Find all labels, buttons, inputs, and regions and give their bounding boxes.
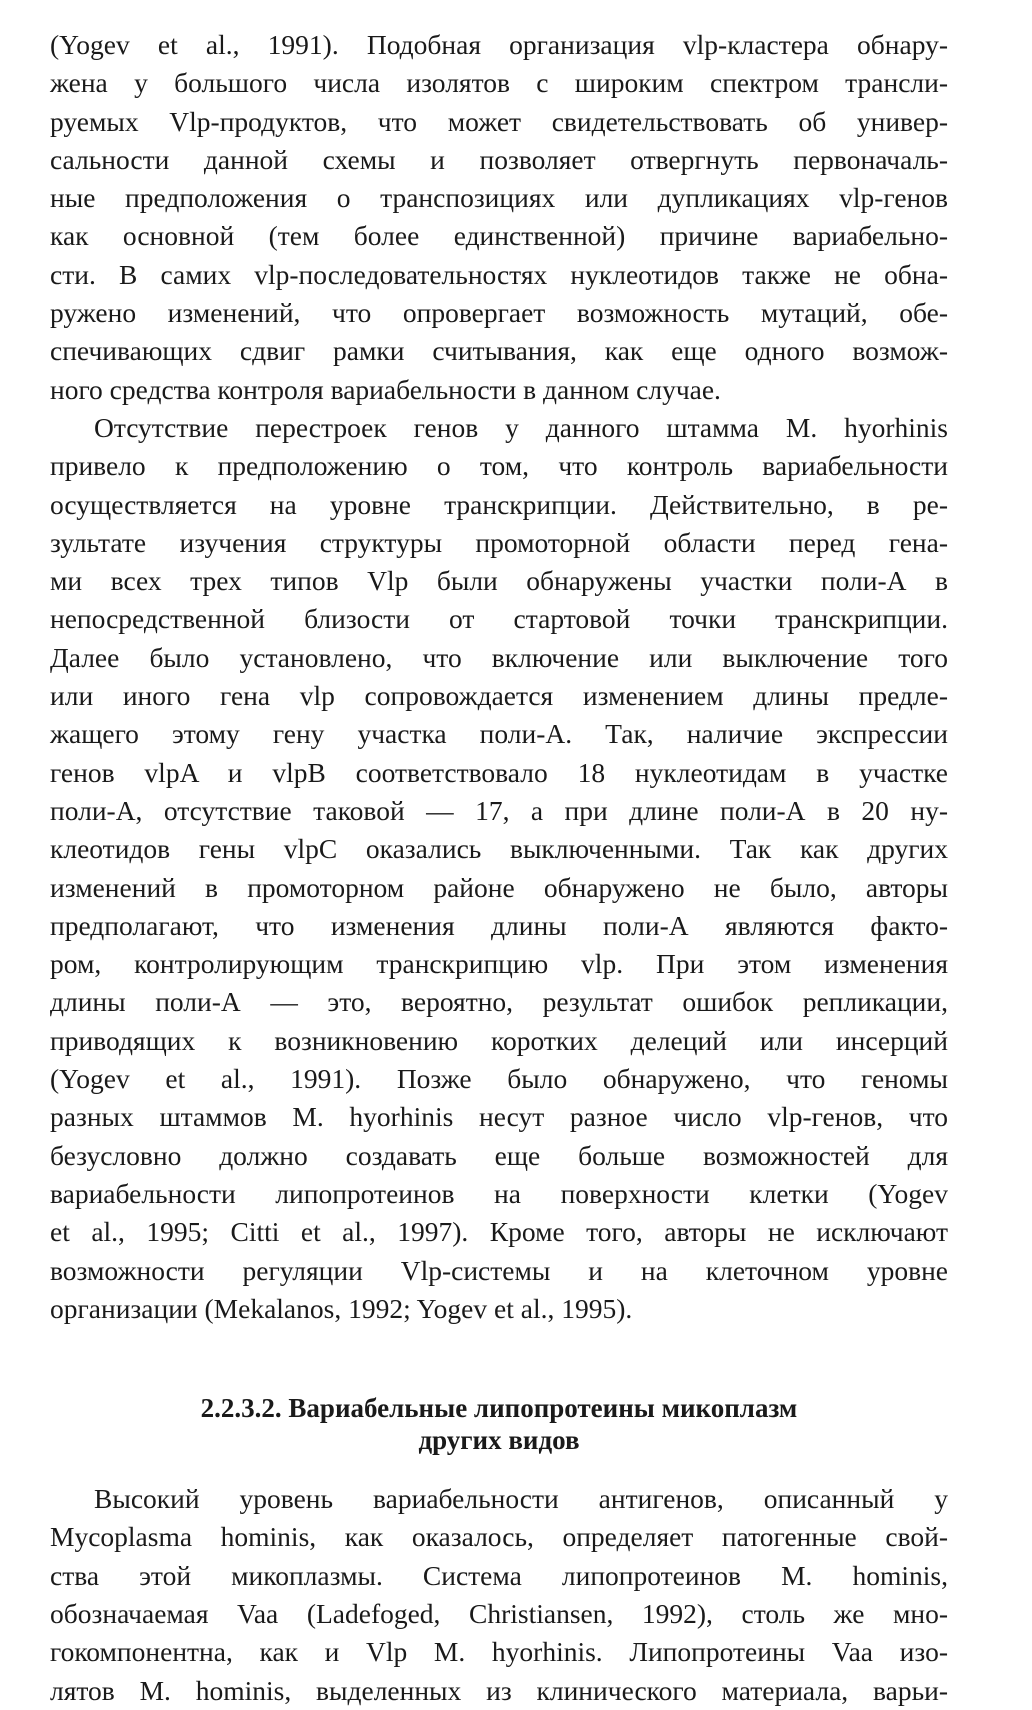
- text-line: разных штаммов M. hyorhinis несут разное число vlp-генов, что: [50, 1101, 948, 1133]
- text-line: (Yogev et al., 1991). Подобная организация vlp-кластера обнару-: [50, 29, 948, 60]
- text-line: Высокий уровень вариабельности антигенов, описанный у: [94, 1483, 948, 1515]
- text-line: Далее было установлено, что включение или выключение того: [50, 641, 948, 673]
- text-line: организации (Mekalanos, 1992; Yogev et al., 1995).: [50, 1292, 633, 1324]
- text-line: ства этой микоплазмы. Система липопротеинов M. hominis,: [50, 1559, 948, 1591]
- text-line: осуществляется на уровне транскрипции. Действительно, в ре-: [50, 488, 948, 520]
- text-line: et al., 1995; Citti et al., 1997). Кроме того, авторы не исключают: [50, 1216, 948, 1248]
- text-line: ми всех трех типов Vlp были обнаружены участки поли-А в: [50, 565, 948, 597]
- text-line: гокомпонентна, как и Vlp M. hyorhinis. Липопротеины Vaa изо-: [50, 1636, 948, 1668]
- text-line: сальности данной схемы и позволяет отвергнуть первоначаль-: [50, 143, 948, 175]
- text-line: жена у большого числа изолятов с широким спектром трансли-: [50, 67, 948, 99]
- text-line: (Yogev et al., 1991). Позже было обнаружено, что геномы: [50, 1063, 948, 1095]
- text-line: приводящих к возникновению коротких делеций или инсерций: [50, 1024, 948, 1056]
- text-line: возможности регуляции Vlp-системы и на клеточном уровне: [50, 1254, 948, 1286]
- text-line: зультате изучения структуры промоторной области перед гена-: [50, 526, 948, 558]
- text-line: ружено изменений, что опровергает возможность мутаций, обе-: [50, 297, 948, 329]
- paragraph-1: [50, 26, 948, 409]
- text-line: клеотидов гены vlpC оказались выключенными. Так как других: [50, 833, 948, 865]
- text-line: длины поли-А — это, вероятно, результат ошибок репликации,: [50, 986, 948, 1018]
- text-line: руемых Vlp-продуктов, что может свидетельствовать об универ-: [50, 105, 948, 137]
- text-line: как основной (тем более единственной) причине вариабельно-: [50, 220, 948, 252]
- text-line: лятов M. hominis, выделенных из клинического материала, варьи-: [50, 1674, 948, 1706]
- section-heading: [50, 1392, 948, 1456]
- text-line: ного средства контроля вариабельности в данном случае.: [50, 373, 721, 405]
- text-line: непосредственной близости от стартовой точки транскрипции.: [50, 603, 948, 635]
- text-line: сти. В самих vlp-последовательностях нуклеотидов также не обна-: [50, 258, 948, 290]
- text-line: ные предположения о транспозициях или дупликациях vlp-генов: [50, 182, 948, 214]
- section-heading-line-1: 2.2.3.2. Вариабельные липопротеины микоплазм: [200, 1393, 798, 1424]
- text-line: генов vlpA и vlpB соответствовало 18 нуклеотидам в участке: [50, 756, 948, 788]
- text-line: обозначаемая Vaa (Ladefoged, Christiansen, 1992), столь же мно-: [50, 1597, 948, 1629]
- text-line: безусловно должно создавать еще больше возможностей для: [50, 1139, 948, 1171]
- book-page: [50, 26, 948, 1710]
- text-line: предполагают, что изменения длины поли-А являются факто-: [50, 909, 948, 941]
- text-line: Mycoplasma hominis, как оказалось, определяет патогенные свой-: [50, 1521, 948, 1553]
- text-line: жащего этому гену участка поли-А. Так, наличие экспрессии: [50, 718, 948, 750]
- paragraph-2: [50, 409, 948, 1328]
- section-heading-line-2: других видов: [418, 1425, 580, 1456]
- text-line: или иного гена vlp сопровождается изменением длины предле-: [50, 680, 948, 712]
- text-line: изменений в промоторном районе обнаружено не было, авторы: [50, 871, 948, 903]
- text-line: спечивающих сдвиг рамки считывания, как еще одного возмож-: [50, 335, 948, 367]
- text-line: поли-А, отсутствие таковой — 17, а при длине поли-А в 20 ну-: [50, 794, 948, 826]
- text-line: привело к предположению о том, что контроль вариабельности: [50, 450, 948, 482]
- paragraph-3: [50, 1480, 948, 1710]
- text-line: вариабельности липопротеинов на поверхности клетки (Yogev: [50, 1177, 948, 1209]
- text-line: ром, контролирующим транскрипцию vlp. При этом изменения: [50, 948, 948, 980]
- text-line: Отсутствие перестроек генов у данного штамма M. hyorhinis: [94, 411, 948, 443]
